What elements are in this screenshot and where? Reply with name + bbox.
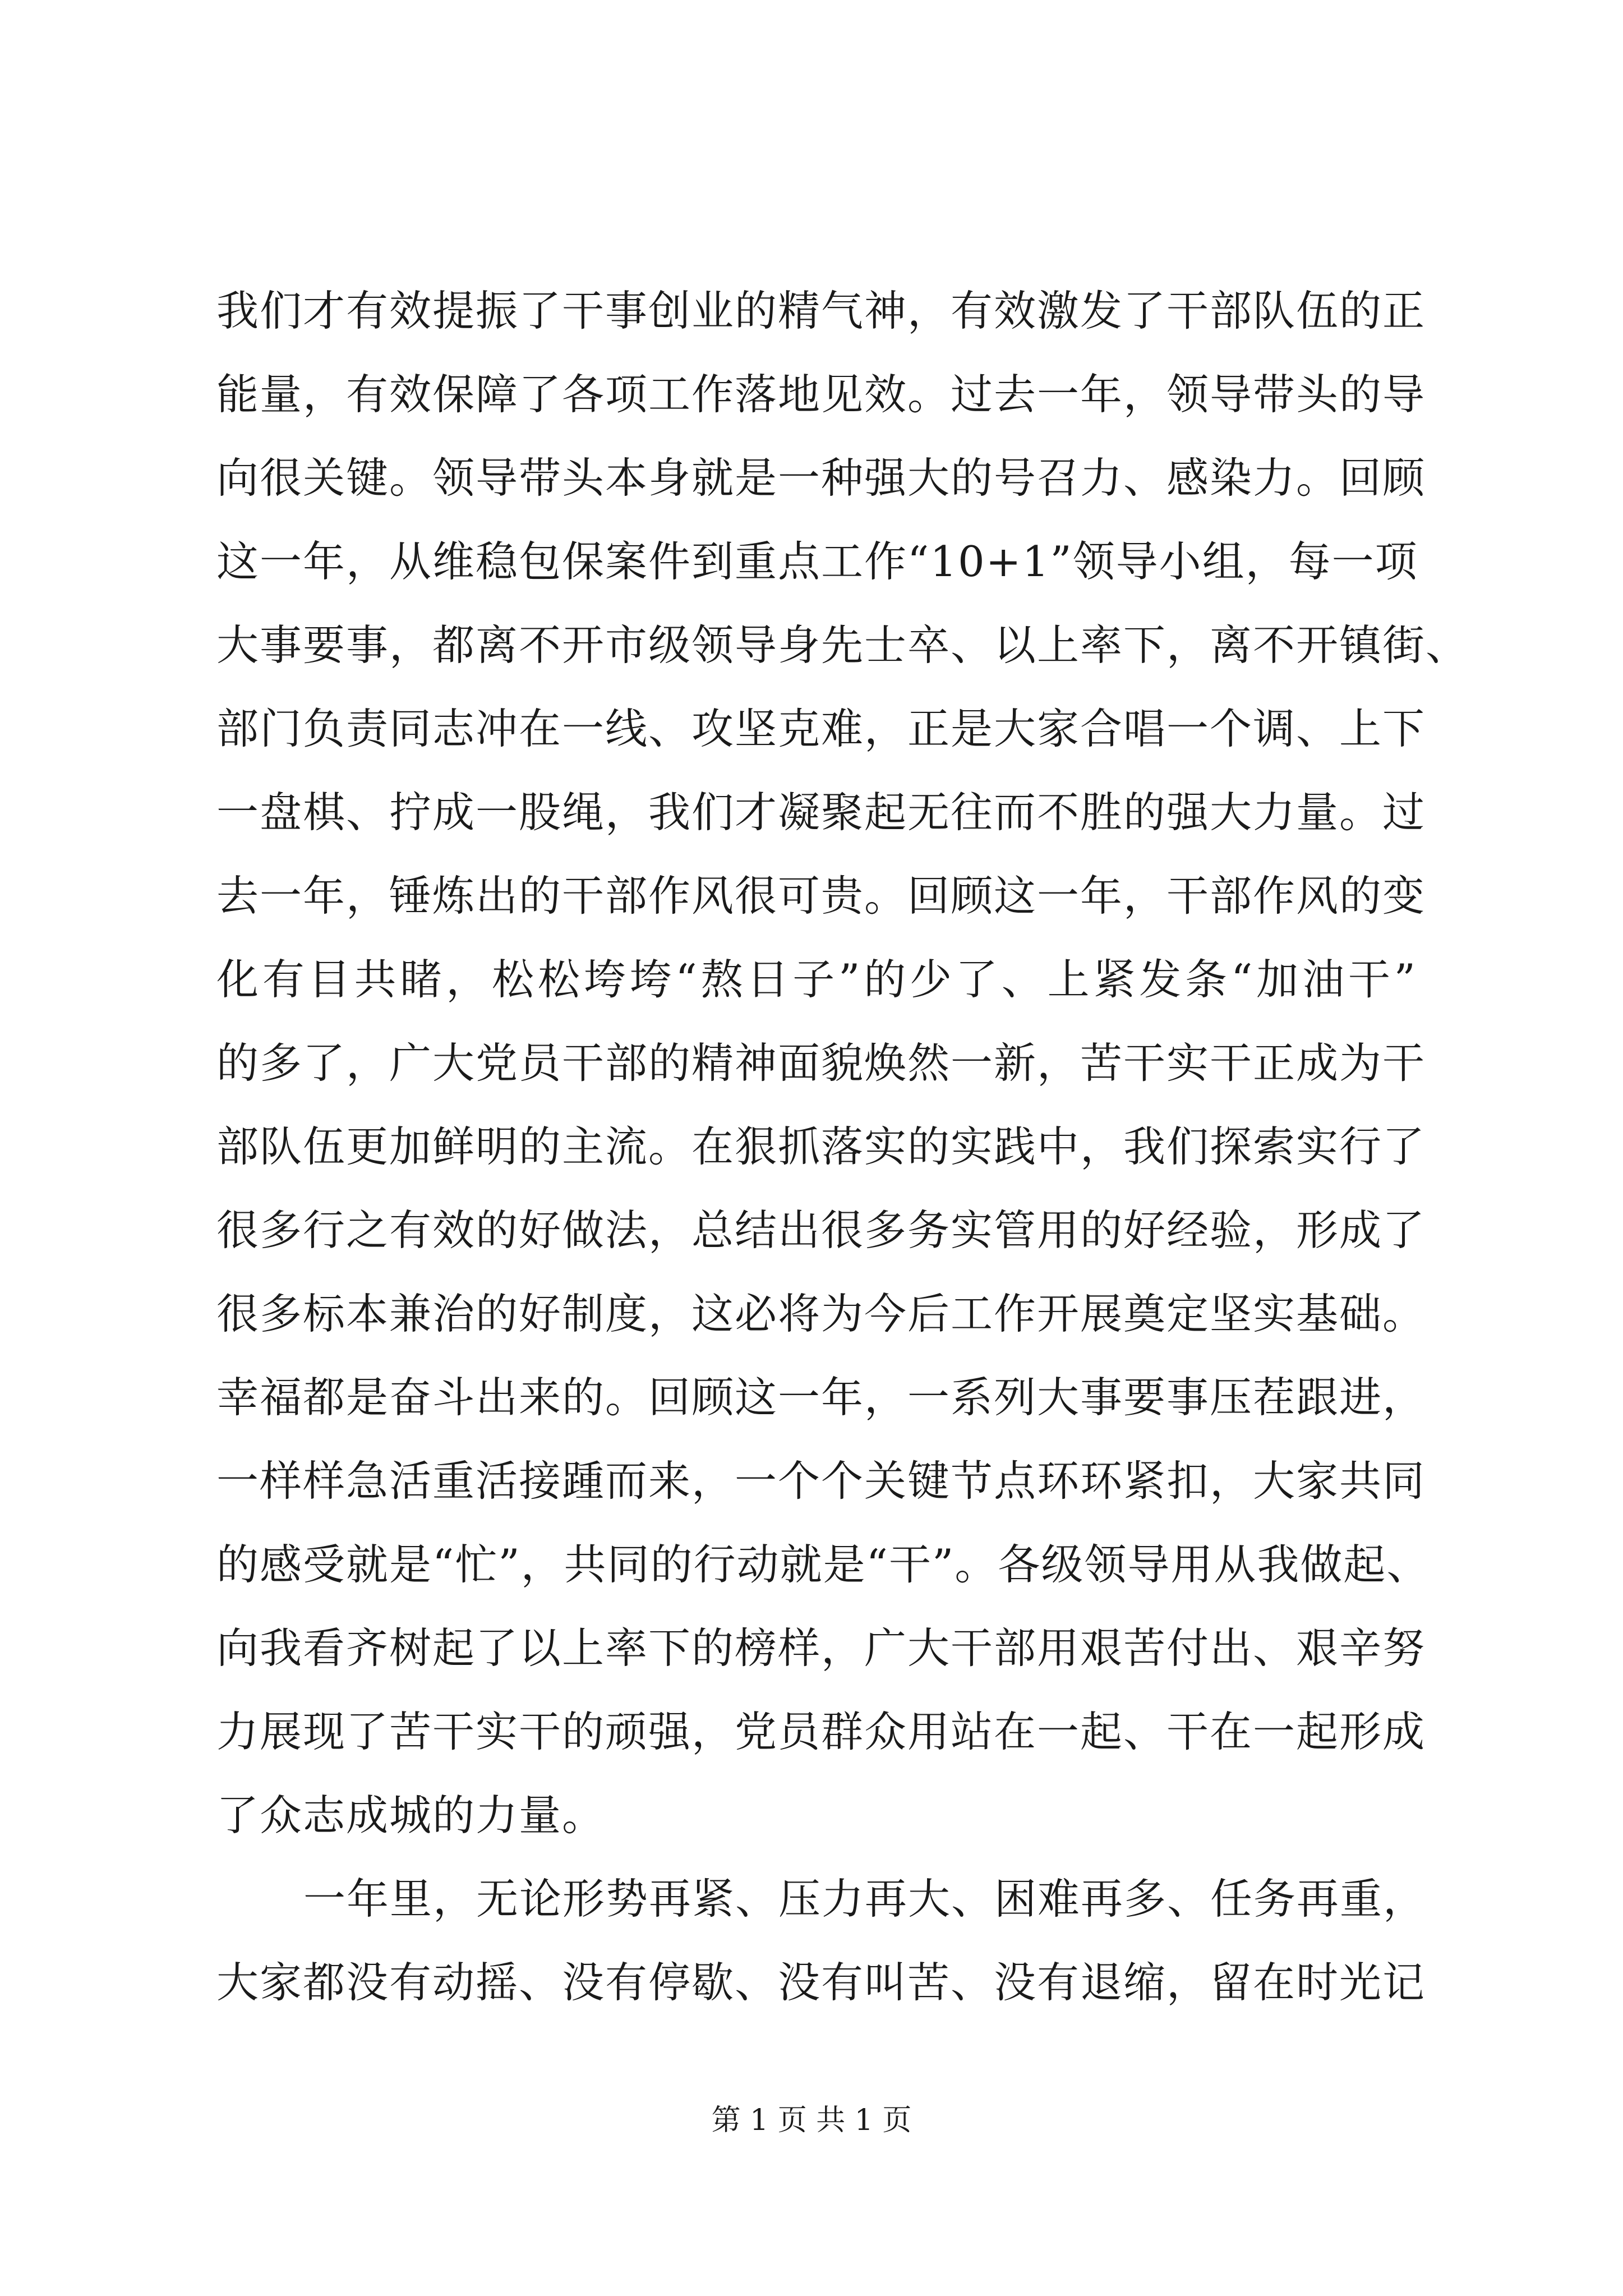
text-line: 了众志成城的力量。 [216, 1791, 606, 1840]
text-line: 很多标本兼治的好制度，这必将为今后工作开展奠定坚实基础。 [216, 1289, 1426, 1338]
text-line: 化有目共睹，松松垮垮“熬日子”的少了、上紧发条“加油干” [216, 955, 1417, 1004]
text-line: 力展现了苦干实干的顽强，党员群众用站在一起、干在一起形成 [216, 1707, 1426, 1756]
page-footer: 第 1 页 共 1 页 [711, 2104, 912, 2137]
text-line: 我们才有效提振了干事创业的精气神，有效激发了干部队伍的正 [216, 286, 1426, 335]
text-line: 向很关键。领导带头本身就是一种强大的号召力、感染力。回顾 [216, 453, 1426, 503]
text-line: 这一年，从维稳包保案件到重点工作“10+1”领导小组，每一项 [216, 537, 1418, 586]
text-line: 部队伍更加鲜明的主流。在狠抓落实的实践中，我们探索实行了 [216, 1122, 1426, 1171]
paragraph-first-line: 一年里，无论形势再紧、压力再大、困难再多、任务再重， [303, 1874, 1427, 1924]
text-line: 的多了，广大党员干部的精神面貌焕然一新，苦干实干正成为干 [216, 1038, 1426, 1088]
text-line: 去一年，锤炼出的干部作风很可贵。回顾这一年，干部作风的变 [216, 871, 1426, 921]
text-line: 很多行之有效的好做法，总结出很多务实管用的好经验，形成了 [216, 1205, 1426, 1255]
text-line: 部门负责同志冲在一线、攻坚克难，正是大家合唱一个调、上下 [216, 704, 1426, 753]
text-line: 大家都没有动摇、没有停歇、没有叫苦、没有退缩，留在时光记 [216, 1958, 1426, 2007]
text-line: 的感受就是“忙”，共同的行动就是“干”。各级领导用从我做起、 [216, 1540, 1430, 1589]
text-line: 一样样急活重活接踵而来，一个个关键节点环环紧扣，大家共同 [216, 1456, 1426, 1506]
body-text [216, 269, 1469, 2024]
text-line: 向我看齐树起了以上率下的榜样，广大干部用艰苦付出、艰辛努 [216, 1623, 1426, 1673]
text-line: 大事要事，都离不开市级领导身先士卒、以上率下，离不开镇街、 [216, 620, 1469, 670]
text-line: 一盘棋、拧成一股绳，我们才凝聚起无往而不胜的强大力量。过 [216, 788, 1426, 837]
text-line: 能量，有效保障了各项工作落地见效。过去一年，领导带头的导 [216, 370, 1426, 419]
text-line: 幸福都是奋斗出来的。回顾这一年，一系列大事要事压茬跟进， [216, 1373, 1426, 1422]
